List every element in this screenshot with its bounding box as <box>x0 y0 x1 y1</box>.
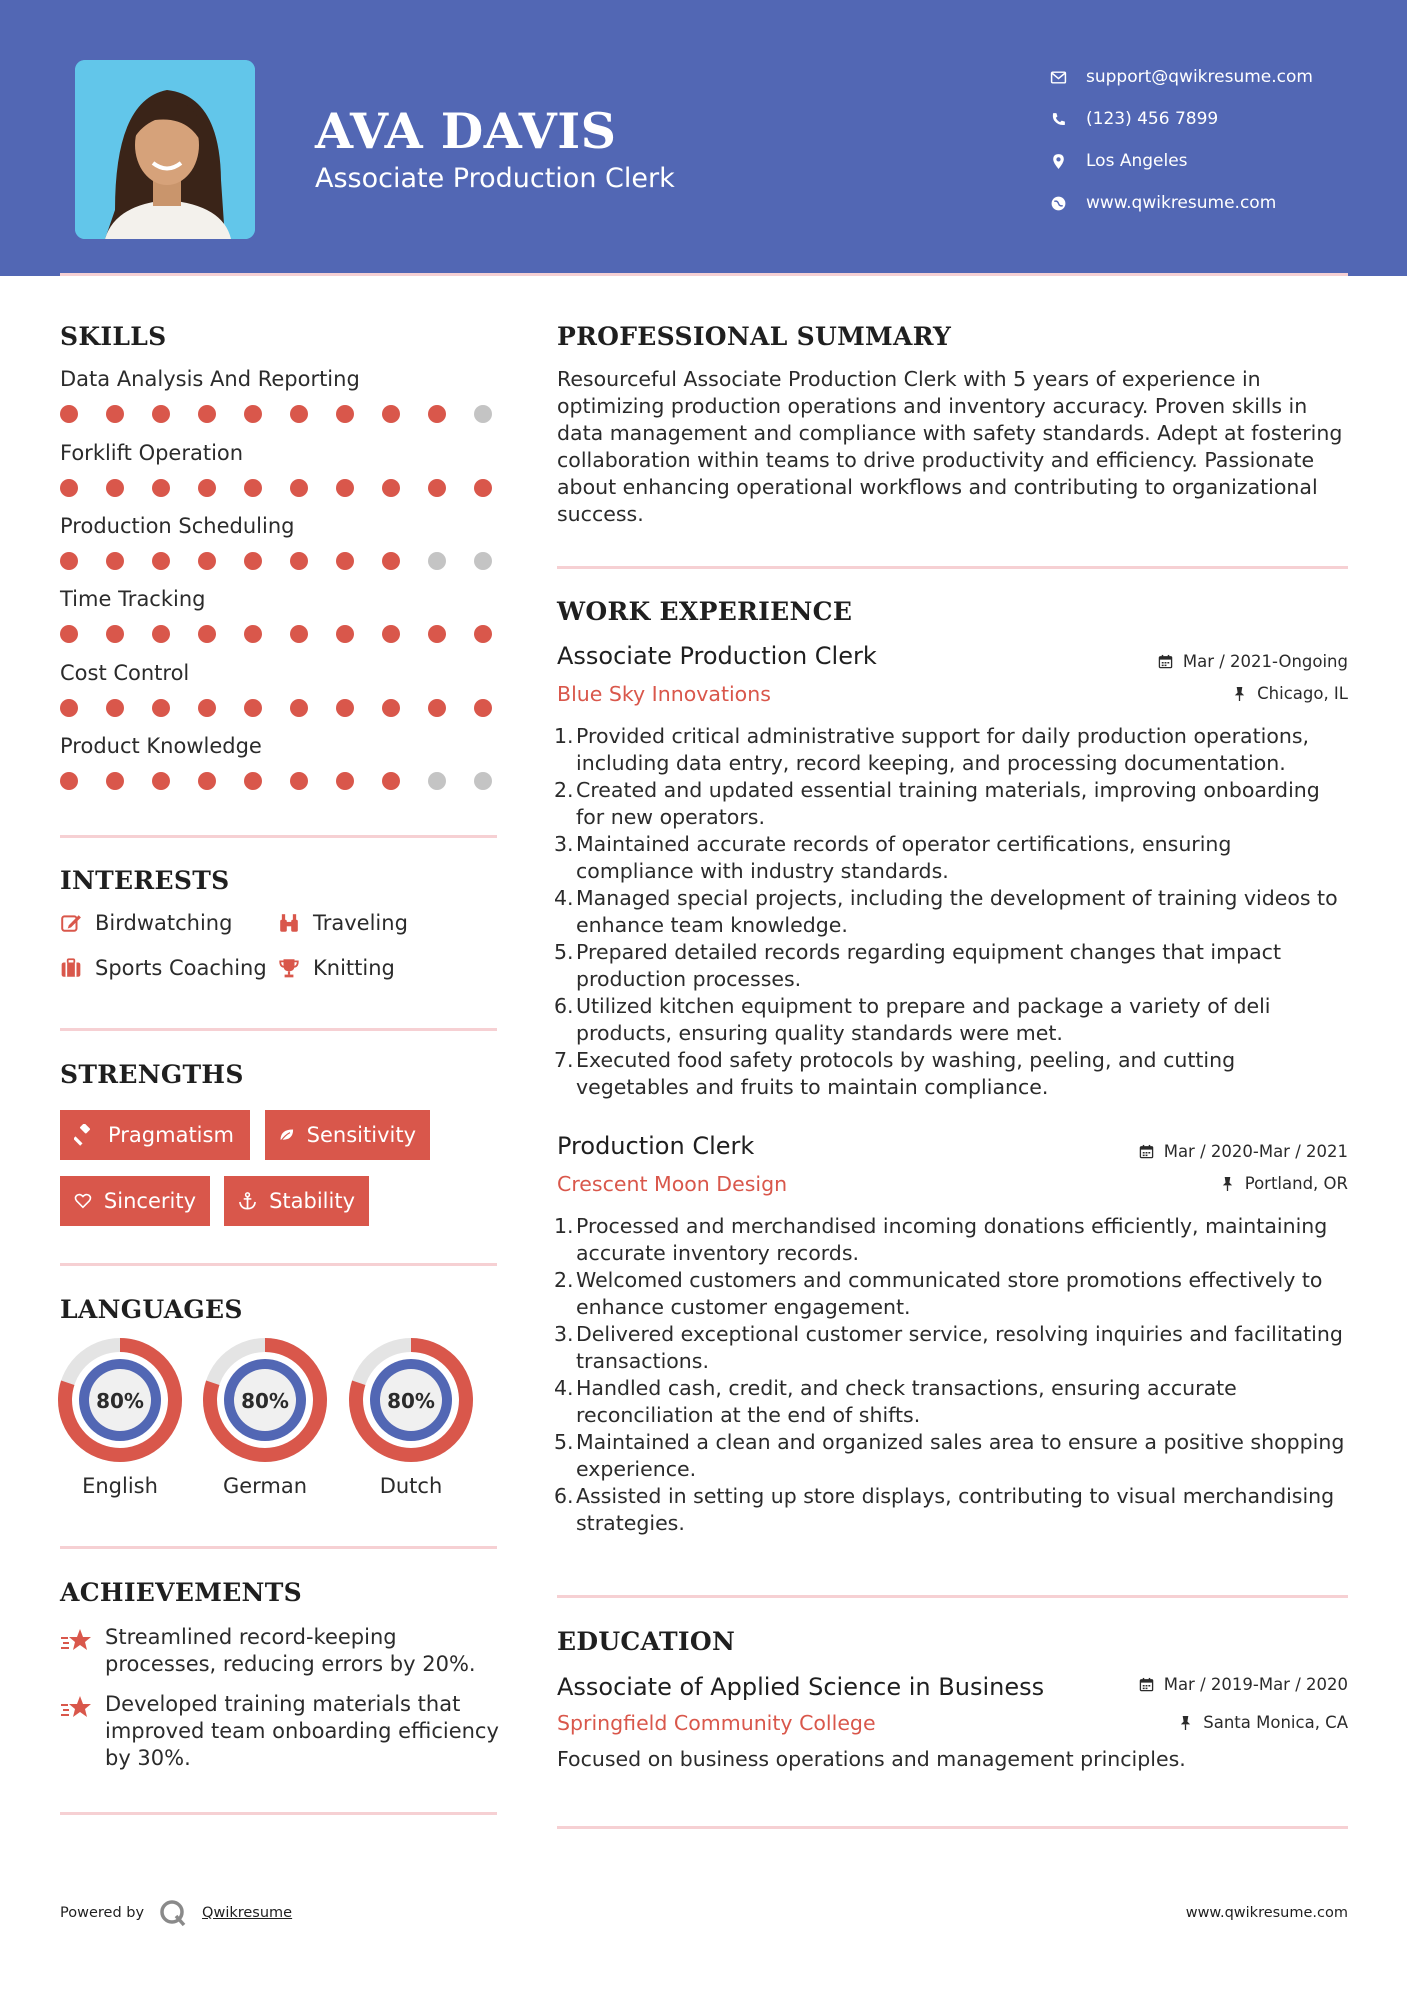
rating-dot-filled <box>336 772 354 790</box>
skill-rating <box>60 772 500 790</box>
resume-header <box>0 0 1407 276</box>
section-divider <box>60 1263 497 1266</box>
skill-item <box>60 514 500 570</box>
phone-icon <box>1050 109 1086 129</box>
experience-heading: WORK EXPERIENCE <box>557 597 853 626</box>
duty-text: Assisted in setting up store displays, contributing to visual merchandising strategies. <box>576 1484 1335 1535</box>
skill-item <box>60 661 500 717</box>
powered-by-text: Powered by <box>60 1905 145 1921</box>
interest-label: Knitting <box>313 956 395 980</box>
duty-item: 2. Created and updated essential training materials, improving onboarding for new operators. <box>554 778 1320 829</box>
education-location-text: Santa Monica, CA <box>1203 1713 1348 1732</box>
rating-dot-filled <box>198 699 216 717</box>
pencil-icon <box>60 912 95 934</box>
rating-dot-filled <box>290 625 308 643</box>
education-heading: EDUCATION <box>557 1627 736 1656</box>
rating-dot-filled <box>244 552 262 570</box>
rating-dot-filled <box>60 552 78 570</box>
star-icon <box>60 1624 105 1678</box>
duty-text: Provided critical administrative support for daily production operations, including data entry, record keeping, and processing documentation. <box>576 724 1310 775</box>
rating-dot-filled <box>336 699 354 717</box>
duty-text: Delivered exceptional customer service, resolving inquiries and facilitating transactions. <box>576 1322 1343 1373</box>
globe-icon <box>1050 193 1086 213</box>
contact-list <box>1050 56 1313 224</box>
duty-text: Prepared detailed records regarding equipment changes that impact production processes. <box>576 940 1281 991</box>
skill-name: Production Scheduling <box>60 514 295 538</box>
skill-rating <box>60 625 500 643</box>
rating-dot-filled <box>382 699 400 717</box>
job-dates-text: Mar / 2021-Ongoing <box>1182 652 1348 671</box>
rating-dot-filled <box>198 479 216 497</box>
calendar-icon <box>1158 654 1173 669</box>
section-divider <box>60 1546 497 1549</box>
job-dates <box>1139 1142 1348 1161</box>
job-location-text: Chicago, IL <box>1257 684 1348 703</box>
strengths-heading: STRENGTHS <box>60 1060 244 1089</box>
interest-item <box>60 911 232 935</box>
job-duties <box>554 723 1347 1101</box>
contact-website[interactable] <box>1050 182 1313 224</box>
skill-rating <box>60 699 500 717</box>
skill-rating <box>60 552 500 570</box>
rating-dot-filled <box>336 625 354 643</box>
skill-name: Time Tracking <box>60 587 206 611</box>
rating-dot-filled <box>474 625 492 643</box>
duty-item: 5. Maintained a clean and organized sales area to ensure a positive shopping experience. <box>554 1430 1345 1481</box>
rating-dot-filled <box>106 552 124 570</box>
skill-name: Cost Control <box>60 661 190 685</box>
skill-item <box>60 441 500 497</box>
profile-photo <box>75 60 255 239</box>
school-name: Springfield Community College <box>557 1711 876 1735</box>
gavel-icon <box>74 1124 96 1146</box>
languages-heading: LANGUAGES <box>60 1295 243 1324</box>
rating-dot-empty <box>474 552 492 570</box>
job-location <box>1220 1174 1348 1193</box>
duty-text: Handled cash, credit, and check transactions, ensuring accurate reconciliation at the end of shifts. <box>576 1376 1237 1427</box>
rating-dot-filled <box>382 405 400 423</box>
rating-dot-filled <box>106 405 124 423</box>
duty-item: 3. Maintained accurate records of operator certifications, ensuring compliance with industry standards. <box>554 832 1232 883</box>
strength-chip <box>60 1110 250 1160</box>
education-dates <box>1139 1675 1348 1694</box>
header-divider <box>60 273 1348 276</box>
strength-chip <box>60 1176 210 1226</box>
contact-email-text: support@qwikresume.com <box>1086 67 1313 87</box>
rating-dot-filled <box>244 625 262 643</box>
rating-dot-filled <box>60 625 78 643</box>
company-name: Blue Sky Innovations <box>557 682 771 706</box>
language-percent: 80% <box>387 1389 435 1413</box>
calendar-icon <box>1139 1677 1154 1692</box>
job-location <box>1232 684 1348 703</box>
section-divider <box>557 1826 1348 1829</box>
duty-item: 5. Prepared detailed records regarding equipment changes that impact production processes. <box>554 940 1281 991</box>
rating-dot-filled <box>152 405 170 423</box>
duty-text: Managed special projects, including the development of training videos to enhance team knowledge. <box>576 886 1338 937</box>
rating-dot-filled <box>60 479 78 497</box>
contact-phone[interactable] <box>1050 98 1313 140</box>
rating-dot-filled <box>290 699 308 717</box>
rating-dot-filled <box>336 479 354 497</box>
rating-dot-filled <box>198 625 216 643</box>
strength-chip <box>224 1176 369 1226</box>
rating-dot-filled <box>152 552 170 570</box>
skill-name: Data Analysis And Reporting <box>60 367 360 391</box>
rating-dot-filled <box>60 772 78 790</box>
interest-label: Sports Coaching <box>95 956 267 980</box>
strength-chip <box>265 1110 430 1160</box>
rating-dot-filled <box>382 479 400 497</box>
rating-dot-empty <box>428 772 446 790</box>
section-divider <box>60 835 497 838</box>
duty-item: 7. Executed food safety protocols by washing, peeling, and cutting vegetables and fruits to maintain compliance. <box>554 1048 1236 1099</box>
anchor-icon <box>238 1190 257 1212</box>
summary-heading: PROFESSIONAL SUMMARY <box>557 322 952 351</box>
language-name: English <box>82 1474 158 1498</box>
rating-dot-filled <box>244 772 262 790</box>
rating-dot-filled <box>382 625 400 643</box>
achievement-text: Developed training materials that improved team onboarding efficiency by 30%. <box>105 1692 499 1770</box>
rating-dot-filled <box>474 479 492 497</box>
contact-location <box>1050 140 1313 182</box>
language-item <box>349 1338 473 1498</box>
rating-dot-filled <box>428 479 446 497</box>
skill-rating <box>60 479 500 497</box>
candidate-name: AVA DAVIS <box>315 102 617 160</box>
rating-dot-filled <box>152 479 170 497</box>
rating-dot-filled <box>244 479 262 497</box>
section-divider <box>60 1028 497 1031</box>
strength-label: Stability <box>269 1189 355 1213</box>
rating-dot-filled <box>290 552 308 570</box>
job-dates-text: Mar / 2020-Mar / 2021 <box>1163 1142 1348 1161</box>
rating-dot-filled <box>336 405 354 423</box>
language-name: German <box>222 1474 308 1498</box>
skill-item <box>60 587 500 643</box>
job-title: Associate Production Clerk <box>557 642 877 670</box>
rating-dot-empty <box>428 552 446 570</box>
rating-dot-filled <box>106 479 124 497</box>
interest-label: Traveling <box>313 911 408 935</box>
pin-icon <box>1220 1176 1235 1191</box>
rating-dot-filled <box>198 552 216 570</box>
rating-dot-filled <box>106 625 124 643</box>
star-icon <box>60 1691 105 1772</box>
rating-dot-filled <box>428 699 446 717</box>
contact-website-text: www.qwikresume.com <box>1086 193 1277 213</box>
language-name: Dutch <box>379 1474 443 1498</box>
duty-item: 6. Utilized kitchen equipment to prepare and package a variety of deli products, ensuring quality standards were met. <box>554 994 1271 1045</box>
rating-dot-filled <box>428 405 446 423</box>
skill-item <box>60 367 500 423</box>
rating-dot-filled <box>198 772 216 790</box>
duty-text: Utilized kitchen equipment to prepare and package a variety of deli products, ensuring quality standards were met. <box>576 994 1271 1045</box>
interest-item <box>278 956 395 980</box>
qwikresume-logo-icon <box>158 1898 188 1928</box>
strength-label: Sincerity <box>103 1189 196 1213</box>
duty-item: 3. Delivered exceptional customer service, resolving inquiries and facilitating transactions. <box>554 1322 1343 1373</box>
briefcase-icon <box>60 957 95 979</box>
duty-item: 4. Handled cash, credit, and check transactions, ensuring accurate reconciliation at the end of shifts. <box>554 1376 1237 1427</box>
achievements-heading: ACHIEVEMENTS <box>60 1578 302 1607</box>
rating-dot-filled <box>290 772 308 790</box>
skills-heading: SKILLS <box>60 322 167 351</box>
duty-item: 1. Provided critical administrative support for daily production operations, including data entry, record keeping, and processing documentation. <box>554 724 1310 775</box>
language-gauge <box>203 1338 327 1462</box>
duty-text: Maintained a clean and organized sales area to ensure a positive shopping experience. <box>576 1430 1345 1481</box>
leaf-icon <box>279 1124 295 1146</box>
footer-powered-by <box>60 1898 292 1928</box>
language-item <box>203 1338 327 1498</box>
rating-dot-filled <box>106 772 124 790</box>
section-divider <box>557 1595 1348 1598</box>
interests-heading: INTERESTS <box>60 866 230 895</box>
interest-label: Birdwatching <box>95 911 233 935</box>
skill-rating <box>60 405 500 423</box>
rating-dot-filled <box>290 405 308 423</box>
strength-label: Sensitivity <box>306 1123 416 1147</box>
pin-icon <box>1178 1715 1193 1730</box>
skill-name: Forklift Operation <box>60 441 244 465</box>
duty-item: 4. Managed special projects, including the development of training videos to enhance team knowledge. <box>554 886 1338 937</box>
rating-dot-filled <box>336 552 354 570</box>
duty-text: Welcomed customers and communicated store promotions effectively to enhance customer engagement. <box>576 1268 1323 1319</box>
duty-text: Created and updated essential training materials, improving onboarding for new operators. <box>576 778 1320 829</box>
duty-text: Processed and merchandised incoming donations efficiently, maintaining accurate inventory records. <box>576 1214 1328 1265</box>
rating-dot-filled <box>106 699 124 717</box>
company-name: Crescent Moon Design <box>557 1172 788 1196</box>
interest-item <box>60 956 267 980</box>
job-dates <box>1158 652 1348 671</box>
skill-name: Product Knowledge <box>60 734 262 758</box>
mail-icon <box>1050 67 1086 87</box>
language-percent: 80% <box>241 1389 289 1413</box>
rating-dot-filled <box>290 479 308 497</box>
footer-url[interactable]: www.qwikresume.com <box>1185 1905 1348 1921</box>
duty-item: 6. Assisted in setting up store displays, contributing to visual merchandising strategies. <box>554 1484 1335 1535</box>
rating-dot-filled <box>382 552 400 570</box>
contact-location-text: Los Angeles <box>1086 151 1188 171</box>
candidate-title: Associate Production Clerk <box>315 163 675 194</box>
summary-text: Resourceful Associate Production Clerk with 5 years of experience in optimizing production operations and inventory accuracy. Proven skills in data management and compliance with safety standards. Adept at fostering collaboration within teams to drive productivity and efficiency. Passionate about enhancing operational workflows and contributing to organizational success. <box>557 367 1343 526</box>
achievement-item <box>60 1624 500 1678</box>
rating-dot-filled <box>244 405 262 423</box>
education-location <box>1178 1713 1348 1732</box>
trophy-icon <box>278 957 313 979</box>
rating-dot-empty <box>474 405 492 423</box>
duty-item: 1. Processed and merchandised incoming donations efficiently, maintaining accurate inventory records. <box>554 1214 1328 1265</box>
binoculars-icon <box>278 912 313 934</box>
contact-phone-text: (123) 456 7899 <box>1086 109 1219 129</box>
interest-item <box>278 911 408 935</box>
education-dates-text: Mar / 2019-Mar / 2020 <box>1163 1675 1348 1694</box>
rating-dot-filled <box>152 625 170 643</box>
contact-email[interactable] <box>1050 56 1313 98</box>
achievement-item <box>60 1691 500 1772</box>
achievement-text: Streamlined record-keeping processes, reducing errors by 20%. <box>105 1625 476 1676</box>
rating-dot-filled <box>152 772 170 790</box>
rating-dot-filled <box>198 405 216 423</box>
duty-text: Maintained accurate records of operator certifications, ensuring compliance with industry standards. <box>576 832 1232 883</box>
section-divider <box>557 566 1348 569</box>
calendar-icon <box>1139 1144 1154 1159</box>
section-divider <box>60 1812 497 1815</box>
degree-title: Associate of Applied Science in Business <box>557 1673 1045 1701</box>
language-gauge <box>58 1338 182 1462</box>
language-gauge <box>349 1338 473 1462</box>
rating-dot-filled <box>60 405 78 423</box>
rating-dot-filled <box>474 699 492 717</box>
pin-icon <box>1232 686 1247 701</box>
duty-item: 2. Welcomed customers and communicated store promotions effectively to enhance customer engagement. <box>554 1268 1323 1319</box>
education-description: Focused on business operations and management principles. <box>557 1747 1186 1771</box>
language-percent: 80% <box>96 1389 144 1413</box>
rating-dot-empty <box>474 772 492 790</box>
brand-link[interactable]: Qwikresume <box>202 1905 293 1921</box>
job-location-text: Portland, OR <box>1244 1174 1348 1193</box>
job-duties <box>554 1213 1347 1537</box>
strength-label: Pragmatism <box>108 1123 234 1147</box>
language-item <box>58 1338 182 1498</box>
job-title: Production Clerk <box>557 1132 755 1160</box>
location-icon <box>1050 151 1086 171</box>
rating-dot-filled <box>382 772 400 790</box>
rating-dot-filled <box>152 699 170 717</box>
rating-dot-filled <box>60 699 78 717</box>
skill-item <box>60 734 500 790</box>
heart-icon <box>74 1190 92 1212</box>
rating-dot-filled <box>428 625 446 643</box>
duty-text: Executed food safety protocols by washing, peeling, and cutting vegetables and fruits to maintain compliance. <box>576 1048 1236 1099</box>
rating-dot-filled <box>244 699 262 717</box>
